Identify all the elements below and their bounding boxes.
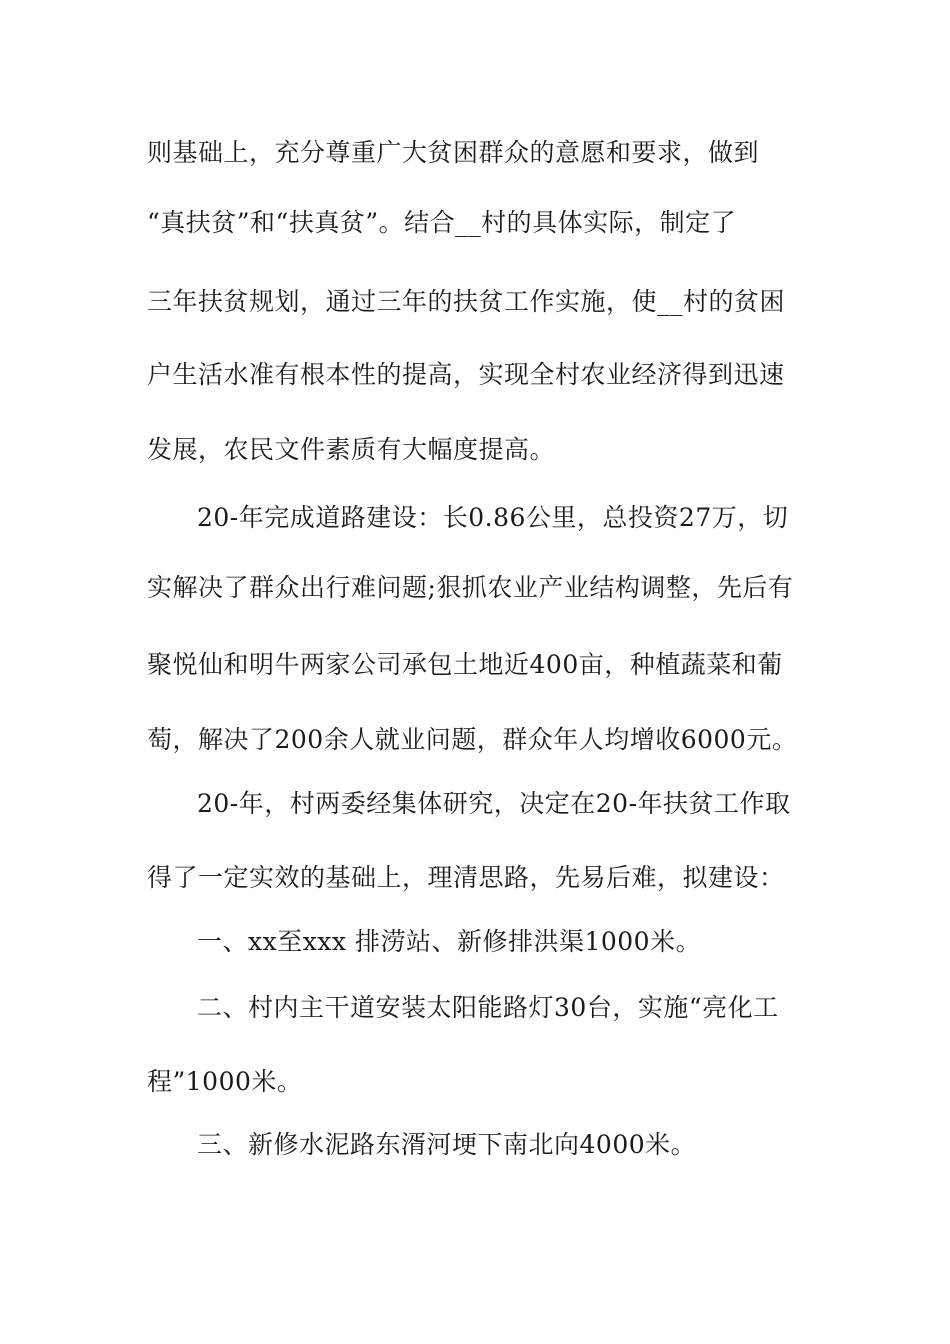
list-item-2: 二、村内主干道安装太阳能路灯30台，实施“亮化工 — [197, 993, 779, 1022]
paragraph-line: 程”1000米。 — [147, 1067, 303, 1096]
paragraph-line: 20-年完成道路建设：长0.86公里，总投资27万，切 — [197, 503, 789, 532]
paragraph-line: 发展，农民文件素质有大幅度提高。 — [147, 435, 556, 464]
paragraph-line: 三年扶贫规划，通过三年的扶贫工作实施，使__村的贫困 — [147, 287, 786, 316]
paragraph-line: 则基础上，充分尊重广大贫困群众的意愿和要求，做到 — [147, 138, 760, 167]
paragraph-line: 户生活水准有根本性的提高，实现全村农业经济得到迅速 — [147, 360, 785, 389]
paragraph-line: 实解决了群众出行难问题;狠抓农业产业结构调整，先后有 — [147, 573, 794, 602]
paragraph-line: 20-年，村两委经集体研究，决定在20-年扶贫工作取 — [197, 789, 791, 818]
paragraph-line: 得了一定实效的基础上，理清思路，先易后难，拟建设： — [147, 863, 785, 892]
paragraph-line: 聚悦仙和明牛两家公司承包土地近400亩，种植蔬菜和葡 — [147, 650, 783, 679]
list-item-3: 三、新修水泥路东湑河埂下南北向4000米。 — [197, 1130, 697, 1159]
paragraph-line: 萄，解决了200余人就业问题，群众年人均增收6000元。 — [147, 725, 798, 754]
paragraph-line: “真扶贫”和“扶真贫”。结合__村的具体实际，制定了 — [147, 208, 737, 237]
list-item-1: 一、xx至xxx 排涝站、新修排洪渠1000米。 — [197, 927, 702, 956]
